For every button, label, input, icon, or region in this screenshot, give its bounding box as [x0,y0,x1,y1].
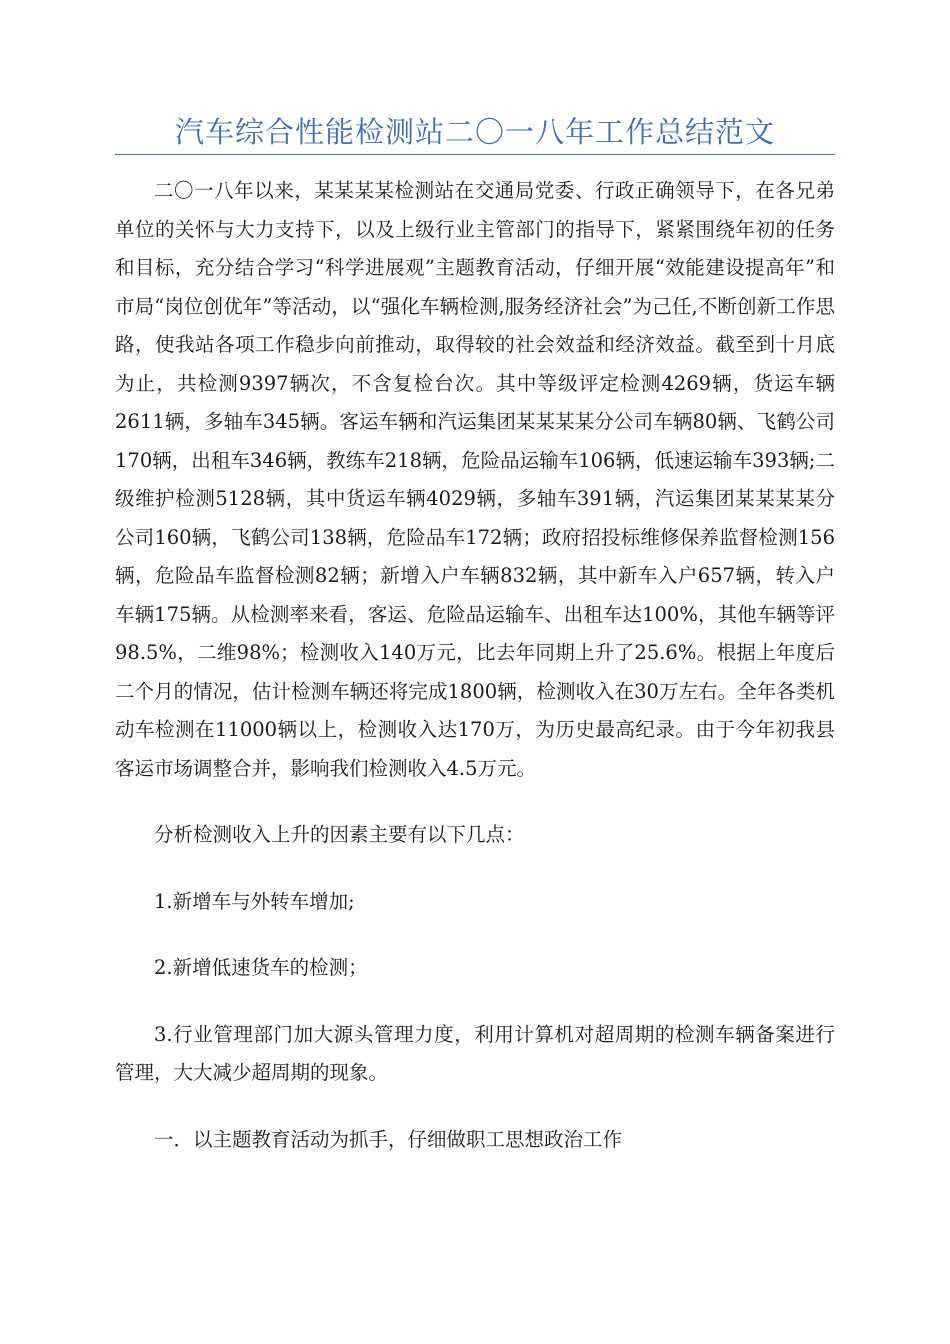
title-underline [115,154,835,155]
document-title: 汽车综合性能检测站二〇一八年工作总结范文 [174,115,775,149]
paragraph-point-3: 3.行业管理部门加大源头管理力度，利用计算机对超周期的检测车辆备案进行管理，大大减少超周期的现象。 [115,1022,835,1084]
paragraph-summary: 二〇一八年以来，某某某某检测站在交通局党委、行政正确领导下，在各兄弟单位的关怀与大力支持下，以及上级行业主管部门的指导下，紧紧围绕年初的任务和目标，充分结合学习“科学进展观”主题教育活动，仔细开展“效能建设提高年”和市局“岗位创优年”等活动，以“强化车辆检测,服务经济社会”为己任,不断创新工作思路，使我站各项工作稳步向前推动，取得较的社会效益和经济效益。截至到十月底为止，共检测9397辆次，不含复检台次。其中等级评定检测4269辆，货运车辆2611辆，多轴车345辆。客运车辆和汽运集团某某某某分公司车辆80辆、飞鹤公司170辆，出租车346辆，教练车218辆，危险品运输车106辆，低速运输车393辆;二级维护检测5128辆，其中货运车辆4029辆，多轴车391辆，汽运集团某某某某分公司160辆，飞鹤公司138辆，危险品车172辆；政府招投标维修保养监督检测156辆，危险品车监督检测82辆；新增入户车辆832辆，其中新车入户657辆，转入户车辆175辆。从检测率来看，客运、危险品运输车、出租车达100%，其他车辆等评98.5%，二维98%；检测收入140万元，比去年同期上升了25.6%。根据上年度后二个月的情况，估计检测车辆还将完成1800辆，检测收入在30万左右。全年各类机动车检测在11000辆以上，检测收入达170万，为历史最高纪录。由于今年初我县客运市场调整合并，影响我们检测收入4.5万元。 [115,179,835,780]
document-body [115,172,835,1187]
paragraph-point-2: 2.新增低速货车的检测； [154,956,368,979]
paragraph-analysis-intro: 分析检测收入上升的因素主要有以下几点： [154,823,525,846]
paragraph-point-1: 1.新增车与外转车增加; [154,889,355,913]
section-heading-1: 一．以主题教育活动为抓手，仔细做职工思想政治工作 [154,1127,623,1151]
